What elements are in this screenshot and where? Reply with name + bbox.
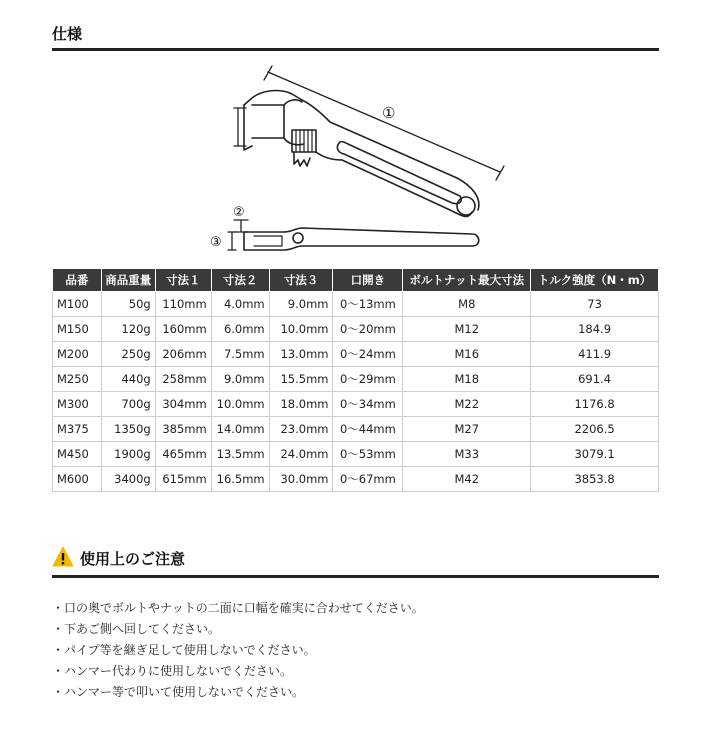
cell-max-bolt-nut: M27 <box>403 417 531 442</box>
caution-section-title: 使用上のご注意 <box>80 550 186 568</box>
spec-section-title: 仕様 <box>52 25 83 43</box>
header-torque: トルク強度（N・m） <box>531 269 659 292</box>
cell-jaw-opening: 0～20mm <box>333 317 403 342</box>
cell-dimension-1: 206mm <box>155 342 211 367</box>
list-item: ・ハンマー等で叩いて使用しないでください。 <box>52 685 305 699</box>
list-item: ・パイプ等を継ぎ足して使用しないでください。 <box>52 643 316 657</box>
table-row <box>53 367 659 392</box>
cell-dimension-3: 23.0mm <box>269 417 333 442</box>
spec-section-rule <box>52 48 659 51</box>
cell-dimension-2: 13.5mm <box>211 442 269 467</box>
cell-jaw-opening: 0～29mm <box>333 367 403 392</box>
cell-max-bolt-nut: M8 <box>403 292 531 317</box>
dimension-2-label: ② <box>233 205 245 220</box>
table-row <box>53 317 659 342</box>
cell-torque: 2206.5 <box>531 417 659 442</box>
cell-jaw-opening: 0～53mm <box>333 442 403 467</box>
header-dimension-3: 寸法３ <box>269 269 333 292</box>
cell-max-bolt-nut: M33 <box>403 442 531 467</box>
cell-model: M250 <box>53 367 102 392</box>
cell-dimension-3: 10.0mm <box>269 317 333 342</box>
cell-torque: 1176.8 <box>531 392 659 417</box>
caution-section-rule <box>52 575 659 578</box>
cell-dimension-3: 24.0mm <box>269 442 333 467</box>
list-item: ・口の奥でボルトやナットの二面に口幅を確実に合わせてください。 <box>52 601 424 615</box>
cell-weight: 1350g <box>101 417 155 442</box>
table-row <box>53 467 659 492</box>
cell-jaw-opening: 0～13mm <box>333 292 403 317</box>
cell-torque: 3079.1 <box>531 442 659 467</box>
cell-dimension-2: 4.0mm <box>211 292 269 317</box>
cell-max-bolt-nut: M42 <box>403 467 531 492</box>
dimension-1-label: ① <box>382 104 396 122</box>
cell-model: M150 <box>53 317 102 342</box>
cell-model: M300 <box>53 392 102 417</box>
cell-dimension-1: 465mm <box>155 442 211 467</box>
cell-jaw-opening: 0～34mm <box>333 392 403 417</box>
cell-torque: 3853.8 <box>531 467 659 492</box>
cell-dimension-2: 6.0mm <box>211 317 269 342</box>
header-max-bolt-nut: ボルトナット最大寸法 <box>403 269 531 292</box>
cell-weight: 250g <box>101 342 155 367</box>
cell-dimension-1: 258mm <box>155 367 211 392</box>
cell-weight: 120g <box>101 317 155 342</box>
table-row <box>53 442 659 467</box>
cell-dimension-3: 13.0mm <box>269 342 333 367</box>
table-row <box>53 417 659 442</box>
cell-weight: 700g <box>101 392 155 417</box>
list-item: ・ハンマー代わりに使用しないでください。 <box>52 664 293 678</box>
spec-table <box>52 268 659 492</box>
cell-max-bolt-nut: M22 <box>403 392 531 417</box>
header-dimension-2: 寸法２ <box>211 269 269 292</box>
cell-dimension-2: 14.0mm <box>211 417 269 442</box>
dimension-3-label: ③ <box>210 235 222 250</box>
cell-weight: 440g <box>101 367 155 392</box>
wrench-dimension-diagram <box>52 60 659 265</box>
cell-dimension-2: 9.0mm <box>211 367 269 392</box>
cell-torque: 411.9 <box>531 342 659 367</box>
header-dimension-1: 寸法１ <box>155 269 211 292</box>
cell-weight: 3400g <box>101 467 155 492</box>
cell-jaw-opening: 0～44mm <box>333 417 403 442</box>
header-jaw-opening: 口開き <box>333 269 403 292</box>
cell-dimension-1: 615mm <box>155 467 211 492</box>
spec-table-header-row <box>53 269 659 292</box>
cell-jaw-opening: 0～67mm <box>333 467 403 492</box>
list-item: ・下あご側へ回してください。 <box>52 622 221 636</box>
cell-model: M200 <box>53 342 102 367</box>
header-model: 品番 <box>53 269 102 292</box>
cell-dimension-3: 9.0mm <box>269 292 333 317</box>
caution-notes-list <box>52 598 424 703</box>
cell-dimension-3: 15.5mm <box>269 367 333 392</box>
cell-max-bolt-nut: M12 <box>403 317 531 342</box>
cell-dimension-2: 7.5mm <box>211 342 269 367</box>
header-weight: 商品重量 <box>101 269 155 292</box>
cell-weight: 1900g <box>101 442 155 467</box>
table-row <box>53 292 659 317</box>
cell-model: M100 <box>53 292 102 317</box>
cell-dimension-2: 16.5mm <box>211 467 269 492</box>
table-row <box>53 392 659 417</box>
cell-dimension-1: 160mm <box>155 317 211 342</box>
cell-model: M600 <box>53 467 102 492</box>
cell-dimension-3: 30.0mm <box>269 467 333 492</box>
cell-jaw-opening: 0～24mm <box>333 342 403 367</box>
cell-dimension-1: 304mm <box>155 392 211 417</box>
cell-max-bolt-nut: M16 <box>403 342 531 367</box>
cell-torque: 691.4 <box>531 367 659 392</box>
table-row <box>53 342 659 367</box>
cell-dimension-3: 18.0mm <box>269 392 333 417</box>
cell-max-bolt-nut: M18 <box>403 367 531 392</box>
cell-dimension-1: 385mm <box>155 417 211 442</box>
cell-model: M450 <box>53 442 102 467</box>
cell-dimension-1: 110mm <box>155 292 211 317</box>
cell-model: M375 <box>53 417 102 442</box>
warning-triangle-icon <box>52 546 74 568</box>
cell-torque: 73 <box>531 292 659 317</box>
cell-torque: 184.9 <box>531 317 659 342</box>
cell-weight: 50g <box>101 292 155 317</box>
caution-section-header <box>52 545 659 571</box>
cell-dimension-2: 10.0mm <box>211 392 269 417</box>
